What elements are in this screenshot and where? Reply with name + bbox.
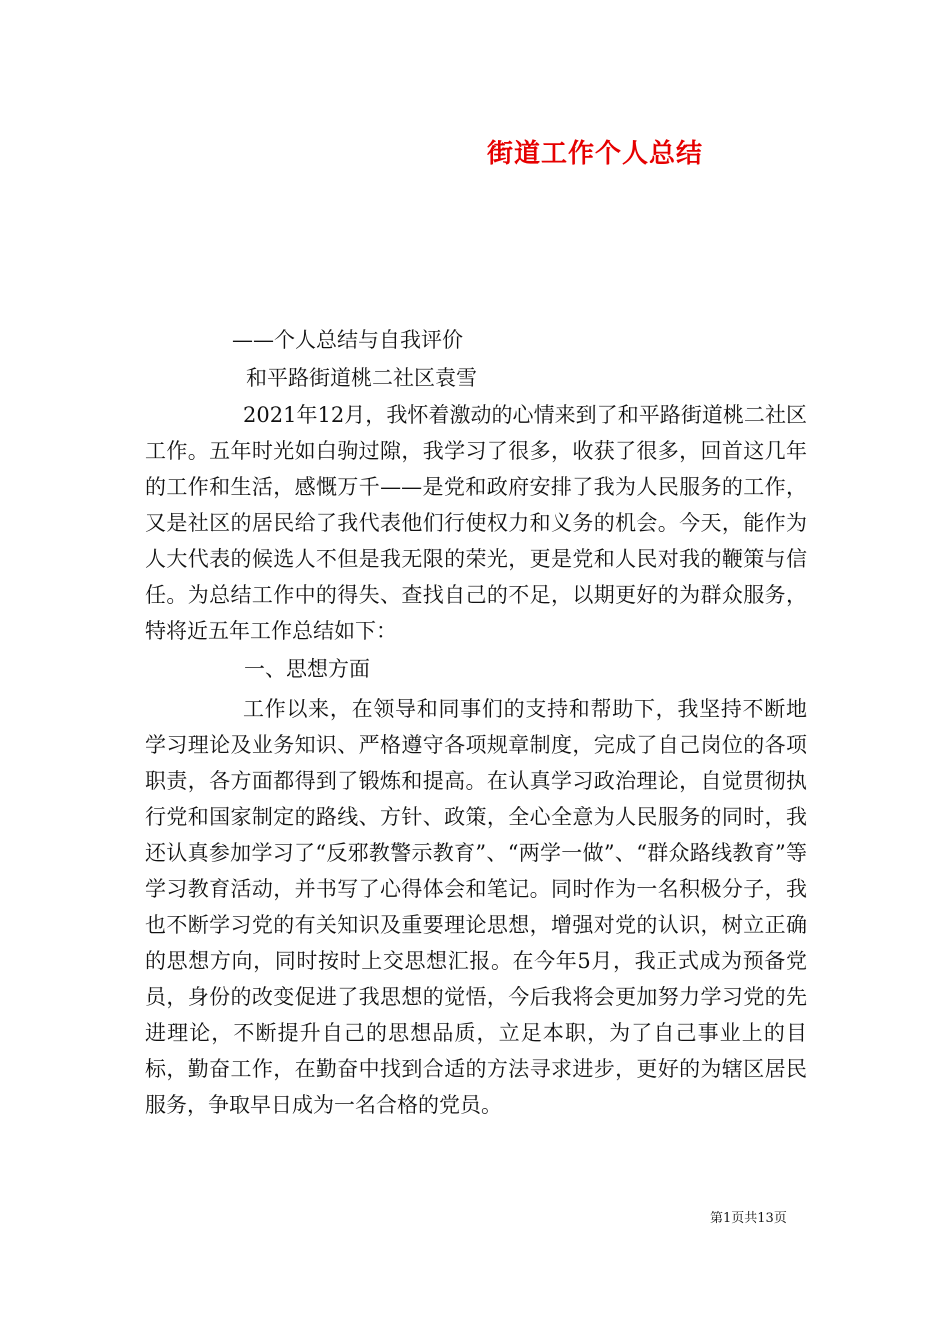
- document-subtitle: ——个人总结与自我评价: [232, 328, 463, 352]
- paragraph-thought: 工作以来，在领导和同事们的支持和帮助下，我坚持不断地学习理论及业务知识、严格遵守各项规章制度，完成了自己岗位的各项职责，各方面都得到了锻炼和提高。在认真学习政治理论，自觉贯彻执行党和国家制定的路线、方针、政策，全心全意为人民服务的同时，我还认真参加学习了“反邪教警示教育”、“两学一做”、“群众路线教育”等学习教育活动，并书写了心得体会和笔记。同时作为一名积极分子，我也不断学习党的有关知识及重要理论思想，增强对党的认识，树立正确的思想方向，同时按时上交思想汇报。在今年5月，我正式成为预备党员，身份的改变促进了我思想的觉悟，今后我将会更加努力学习党的先进理论，不断提升自己的思想品质，立足本职，为了自己事业上的目标，勤奋工作，在勤奋中找到合适的方法寻求进步，更好的为辖区居民服务，争取早日成为一名合格的党员。: [145, 697, 807, 1117]
- page-footer: 第1页共13页: [710, 1211, 787, 1226]
- author-line: 和平路街道桃二社区袁雪: [246, 366, 477, 390]
- section-heading: 一、思想方面: [244, 657, 370, 681]
- document-title: 街道工作个人总结: [487, 139, 704, 169]
- paragraph-intro: 2021年12月，我怀着激动的心情来到了和平路街道桃二社区工作。五年时光如白驹过隙，我学习了很多，收获了很多，回首这几年的工作和生活，感慨万千——是党和政府安排了我为人民服务的工作，又是社区的居民给了我代表他们行使权力和义务的机会。今天，能作为人大代表的候选人不但是我无限的荣光，更是党和人民对我的鞭策与信任。为总结工作中的得失、查找自己的不足，以期更好的为群众服务，特将近五年工作总结如下：: [145, 403, 807, 643]
